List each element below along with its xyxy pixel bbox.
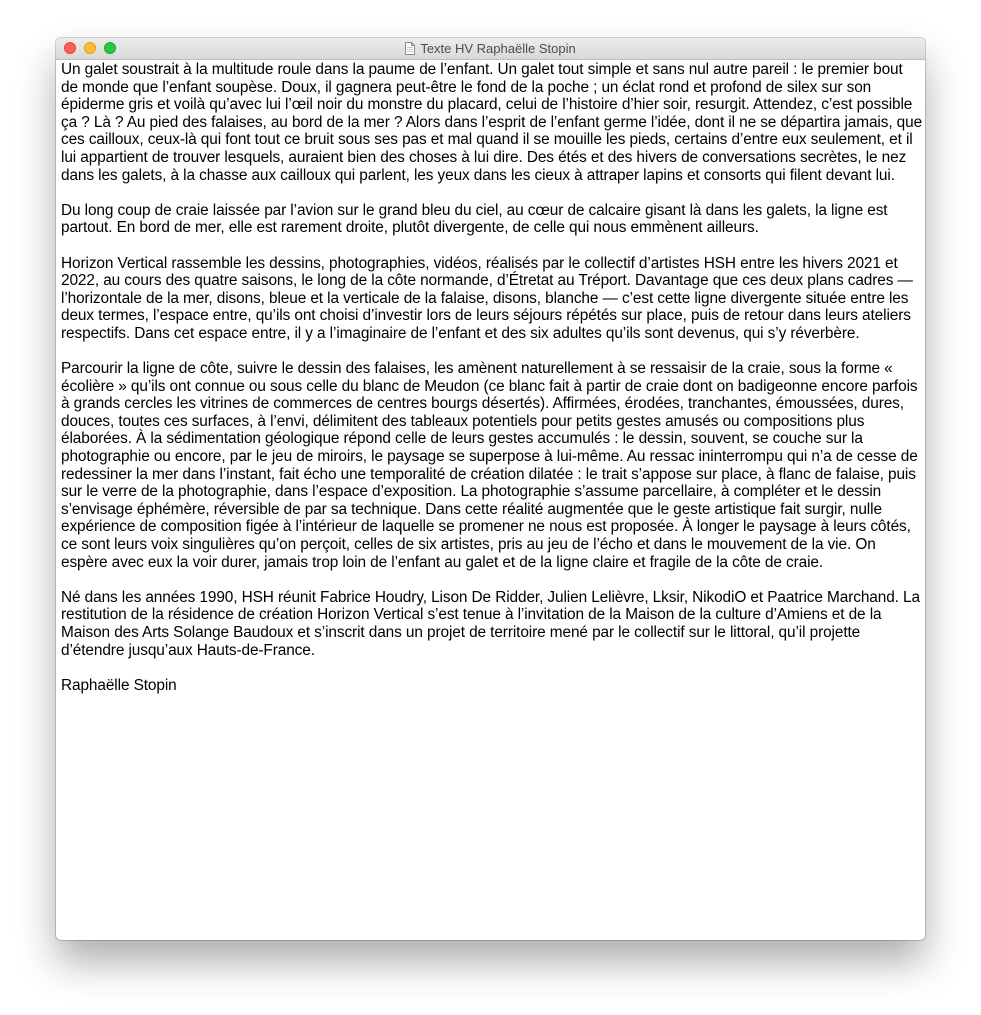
document-text-area[interactable] bbox=[61, 61, 923, 712]
window-title-area bbox=[56, 41, 925, 57]
paragraph-1: Un galet soustrait à la multitude roule dans la paume de l’enfant. Un galet tout simple et sans nul autre pareil : le premier bout de monde que l’enfant soupèse. Doux, il gagnera peut-être le fond de la poche ; un éclat rond et profond de silex sur son épiderme gris et voilà qu’avec lui l’œil noir du monstre du placard, celui de l’histoire d’hier soir, resurgit. Attendez, c’est possible ça ? Là ? Au pied des falaises, au bord de la mer ? Alors dans l’esprit de l’enfant germe l’idée, dont il ne se départira jamais, que ces cailloux, ceux-là qui font tout ce bruit sous ses pas et mal quand il se mouille les pieds, certains d’entre eux seulement, et il lui appartient de trouver lesquels, auraient bien des choses à lui dire. Des étés et des hivers de conversations secrètes, le nez dans les galets, à la chasse aux cailloux qui parlent, les yeux dans les cieux à attraper lapins et consorts qui filent devant lui. bbox=[61, 61, 923, 184]
window-title: Texte HV Raphaëlle Stopin bbox=[420, 41, 576, 56]
text-editor-window bbox=[56, 38, 925, 940]
author-signature: Raphaëlle Stopin bbox=[61, 676, 177, 694]
paragraph-3: Horizon Vertical rassemble les dessins, photographies, vidéos, réalisés par le collectif d’artistes HSH entre les hivers 2021 et 2022, au cours des quatre saisons, le long de la côte normande, d’Étretat au Tréport. Davantage que ces deux plans cadres — l’horizontale de la mer, disons, bleue et la verticale de la falaise, disons, blanche — c’est cette ligne divergente située entre les deux termes, l’espace entre, qu’ils ont choisi d’investir lors de leurs séjours répétés sur place, puis de retour dans leurs ateliers respectifs. Dans cet espace entre, il y a l’imaginaire de l’enfant et des six adultes qu’ils sont devenus, qui s’y réverbère. bbox=[61, 254, 913, 342]
paragraph-4: Parcourir la ligne de côte, suivre le dessin des falaises, les amènent naturellement à se ressaisir de la craie, sous la forme « écolière » qu’ils ont connue ou sous celle du blanc de Meudon (ce blanc fait à partir de craie dont on badigeonne encore parfois à grands cercles les vitrines de commerces de centres bourgs désertés). Affirmées, érodées, tranchantes, émoussées, dures, douces, toutes ces surfaces, à l’envi, délimitent des tableaux potentiels pour petits gestes amusés ou compositions plus élaborées. À la sédimentation géologique répond celle de leurs gestes accumulés : le dessin, souvent, se couche sur la photographie ou encore, par le jeu de miroirs, le paysage se superpose à lui-même. Au ressac ininterrompu qui n’a de cesse de redessiner la mer dans l’instant, fait écho une temporalité de création dilatée : le trait s’appose sur place, à flanc de falaise, puis sur le verre de la photographie, dans l’espace d’exposition. La photographie s’assume parcellaire, à compléter et le dessin s’envisage éphémère, réversible de par sa technique. Dans cette réalité augmentée que le geste artistique fait surgir, nulle expérience de composition figée à l’intérieur de laquelle se promener ne nous est proposée. À longer le paysage à leurs côtés, ce sont leurs voix singulières qu’on perçoit, celles de six artistes, pris au jeu de l’écho et dans le mouvement de la vie. On espère avec eux la voir durer, jamais trop loin de l’enfant au galet et de la ligne claire et fragile de la côte de craie. bbox=[61, 360, 918, 571]
paragraph-5: Né dans les années 1990, HSH réunit Fabrice Houdry, Lison De Ridder, Julien Lelièvre, Lksir, NikodiO et Paatrice Marchand. La restitution de la résidence de création Horizon Vertical s’est tenue à l’invitation de la Maison de la culture d’Amiens et de la Maison des Arts Solange Baudoux et s’inscrit dans un projet de territoire mené par le collectif sur le littoral, qu’il projette d’étendre jusqu’aux Hauts-de-France. bbox=[61, 588, 920, 659]
title-bar[interactable] bbox=[56, 38, 925, 60]
document-icon bbox=[405, 42, 415, 55]
paragraph-2: Du long coup de craie laissée par l’avion sur le grand bleu du ciel, au cœur de calcaire gisant là dans les galets, la ligne est partout. En bord de mer, elle est rarement droite, plutôt divergente, de celle qui nous emmènent ailleurs. bbox=[61, 201, 888, 237]
